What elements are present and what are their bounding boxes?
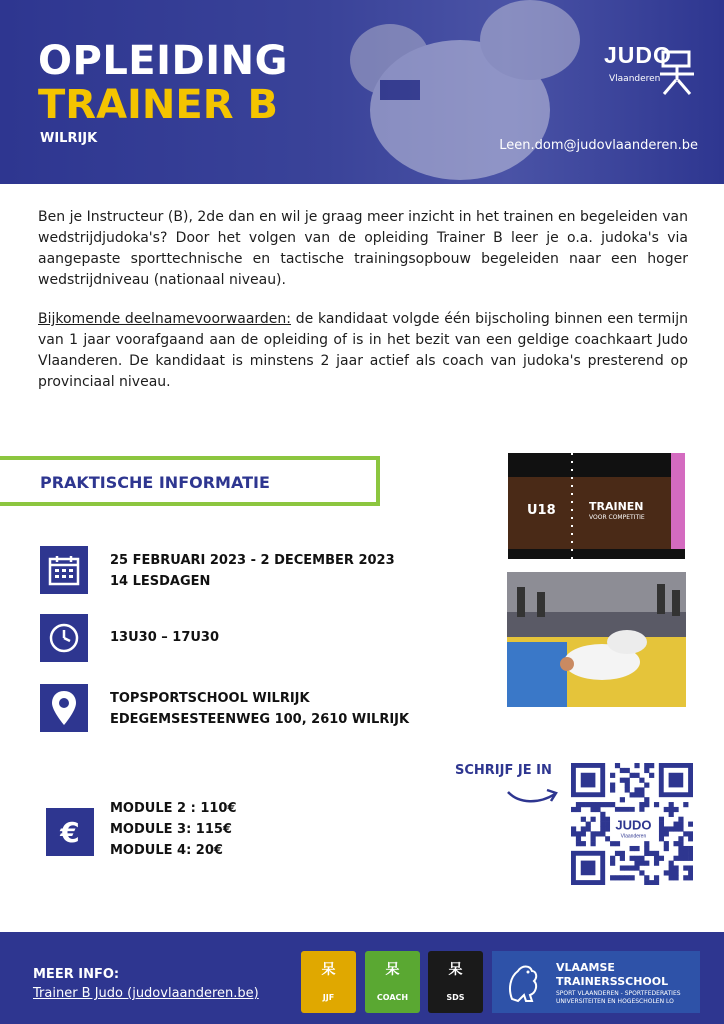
- days-value: 14 LESDAGEN: [110, 574, 211, 589]
- badge-coach: [365, 951, 420, 1013]
- badge-label: COACH: [376, 993, 409, 1002]
- intro-text: [38, 207, 688, 411]
- title-line-2: TRAINER B: [38, 82, 278, 128]
- judo-glyph-icon: 呆: [448, 962, 463, 978]
- venue-value: TOPSPORTSCHOOL WILRIJK: [110, 691, 310, 706]
- price-module-2: MODULE 2 : 110€: [110, 801, 237, 816]
- vlaamse-trainersschool-logo: [492, 951, 700, 1013]
- logo-subtext: Vlaanderen: [609, 74, 661, 84]
- dates-info: [110, 550, 395, 592]
- clock-icon: [40, 614, 88, 662]
- qr-logo-text: JUDO: [615, 817, 652, 833]
- qr-logo-subtext: Vlaanderen: [620, 833, 647, 840]
- badge-label: SDS: [446, 993, 465, 1002]
- arrow-right-icon: [505, 782, 561, 806]
- judo-glyph-icon: [660, 50, 694, 96]
- more-info-link[interactable]: Trainer B Judo (judovlaanderen.be): [33, 986, 259, 1001]
- contact-email[interactable]: Leen.dom@judovlaanderen.be: [499, 138, 698, 153]
- time-value: 13U30 – 17U30: [110, 630, 220, 645]
- venue-info: [110, 688, 409, 730]
- judo-vlaanderen-logo: [604, 42, 694, 96]
- header-banner: [0, 0, 724, 184]
- location-pin-icon: [40, 684, 88, 732]
- more-info-label: MEER INFO:: [33, 967, 120, 982]
- conditions-text: de kandidaat volgde één bijscholing binnen een termijn van 1 jaar voorafgaand aan de opleiding of is in het bezit van een geldige coachkaart Judo Vlaanderen. De kandidaat is minstens 2 jaar actief als coach van judoka's presterend op provinciaal niveau.: [38, 311, 688, 390]
- judo-glyph-icon: 呆: [321, 962, 336, 978]
- vt-line-3: SPORT VLAANDEREN - SPORTFEDERATIES: [556, 990, 681, 997]
- promo-subtitle: VOOR COMPETITIE: [589, 514, 645, 521]
- badge-sds: [428, 951, 483, 1013]
- flemish-lion-icon: [502, 959, 546, 1005]
- judoka-photo: [280, 0, 600, 184]
- signup-label: SCHRIJF JE IN: [455, 763, 552, 778]
- judo-match-photo: [507, 572, 686, 707]
- address-value: EDEGEMSESTEENWEG 100, 2610 WILRIJK: [110, 712, 410, 727]
- dates-value: 25 FEBRUARI 2023 - 2 DECEMBER 2023: [110, 553, 395, 568]
- title-line-1: OPLEIDING: [38, 38, 288, 84]
- badge-label: JJF: [322, 993, 335, 1002]
- price-module-4: MODULE 4: 20€: [110, 843, 223, 858]
- promo-title: TRAINEN: [589, 500, 644, 513]
- price-info: [110, 798, 237, 861]
- signup-qr-code[interactable]: [571, 763, 693, 885]
- time-info: [110, 627, 219, 648]
- conditions-label: Bijkomende deelnamevoorwaarden:: [38, 311, 292, 327]
- practical-info-title: PRAKTISCHE INFORMATIE: [40, 473, 270, 492]
- euro-icon: €: [46, 808, 94, 856]
- calendar-icon: [40, 546, 88, 594]
- logo-text: JUDO: [604, 42, 672, 68]
- vt-line-1: VLAAMSE: [556, 961, 615, 974]
- location-label: WILRIJK: [40, 131, 98, 146]
- intro-paragraph-2: [38, 309, 688, 393]
- intro-paragraph-1: Ben je Instructeur (B), 2de dan en wil je graag meer inzicht in het trainen en begeleiden van wedstrijdjudoka's? Door het volgen van de opleiding Trainer B leer je o.a. judoka's via aangepaste sporttechnische en tactische trainingsopbouw begeleiden naar een hoger wedstrijdniveau (nationaal niveau).: [38, 209, 688, 288]
- vt-line-2: TRAINERSSCHOOL: [556, 975, 669, 988]
- vt-line-4: UNIVERSITEITEN EN HOGESCHOLEN LO: [556, 998, 674, 1005]
- vt-subtitle: [556, 990, 681, 1006]
- judo-glyph-icon: 呆: [385, 962, 400, 978]
- promo-left-label: U18: [527, 503, 556, 518]
- price-module-3: MODULE 3: 115€: [110, 822, 232, 837]
- badge-jjf: [301, 951, 356, 1013]
- u18-promo-image: [508, 453, 685, 559]
